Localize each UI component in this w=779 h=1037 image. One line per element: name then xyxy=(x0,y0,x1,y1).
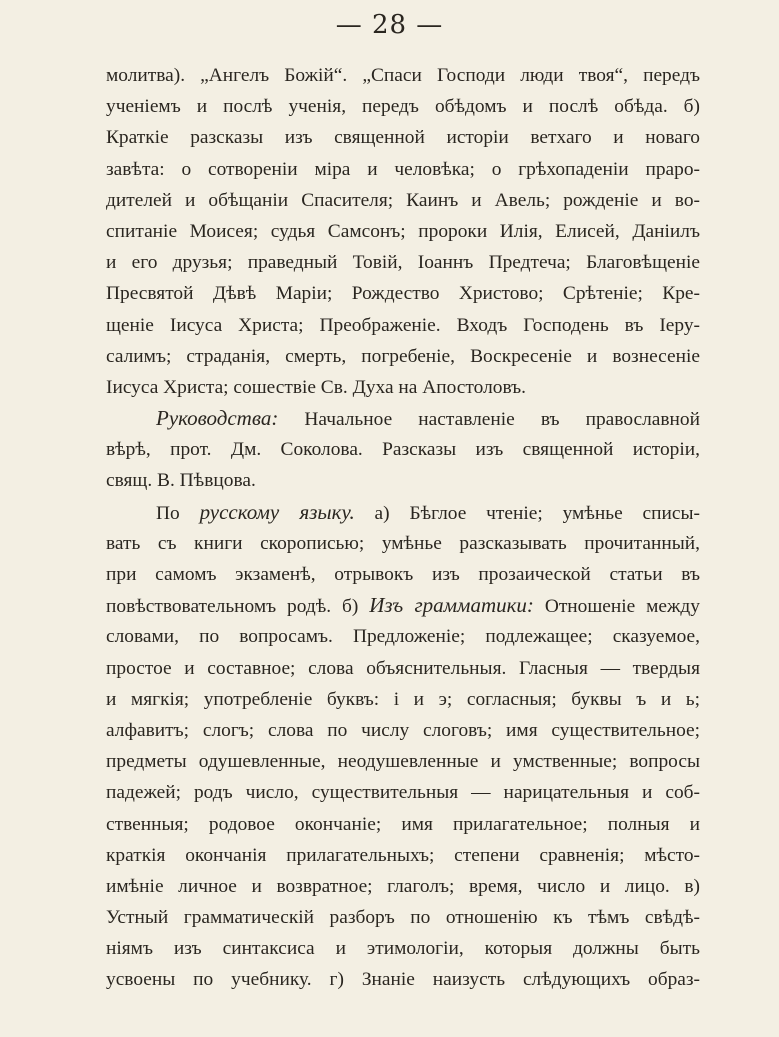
line-prefix: повѣствовательномъ родѣ. б) xyxy=(106,596,370,618)
text-line xyxy=(106,434,700,465)
text-line xyxy=(106,933,700,964)
line-prefix: По xyxy=(156,502,200,524)
italic-heading: Руководства: xyxy=(156,406,279,431)
text-line xyxy=(106,465,700,496)
line-text: щеніе Іисуса Христа; Преображеніе. Входъ Господень въ Іеру- xyxy=(106,314,700,336)
text-line xyxy=(106,840,700,871)
text-line xyxy=(106,372,700,403)
text-line xyxy=(106,964,700,995)
text-line xyxy=(106,216,700,247)
line-text: а) Бѣглое чтеніе; умѣнье списы- xyxy=(354,502,700,524)
text-line xyxy=(106,684,700,715)
line-text: Начальное наставленіе въ православной xyxy=(278,409,700,431)
text-line xyxy=(106,122,700,153)
line-text: салимъ; страданія, смерть, погребеніе, Воскресеніе и вознесеніе xyxy=(106,345,700,367)
line-text: Устный грамматическій разборъ по отношенію къ тѣмъ свѣдѣ- xyxy=(106,907,700,929)
line-text: и мягкія; употребленіе буквъ: і и э; согласныя; буквы ъ и ь; xyxy=(106,688,700,710)
text-line xyxy=(106,590,700,621)
text-line xyxy=(106,341,700,372)
line-text: вать съ книги скорописью; умѣнье разсказывать прочитанный, xyxy=(106,532,700,554)
line-text: завѣта: о сотвореніи міра и человѣка; о грѣхопаденіи праро- xyxy=(106,158,700,180)
line-text: свящ. В. Пѣвцова. xyxy=(106,470,256,492)
page-number: — 28 — xyxy=(335,10,444,40)
text-line xyxy=(106,715,700,746)
line-text: простое и составное; слова объяснительныя. Гласныя — твердыя xyxy=(106,657,700,679)
text-line xyxy=(106,809,700,840)
text-line xyxy=(106,746,700,777)
text-line xyxy=(106,278,700,309)
line-text: при самомъ экзаменѣ, отрывокъ изъ прозаической статьи въ xyxy=(106,564,700,585)
line-text: Іисуса Христа; сошествіе Св. Духа на Апостоловъ. xyxy=(106,376,526,398)
text-line xyxy=(106,902,700,933)
line-text: ніямъ изъ синтаксиса и этимологіи, которыя должны быть xyxy=(106,938,700,960)
line-text: молитва). „Ангелъ Божій“. „Спаси Господи люди твоя“, передъ xyxy=(106,65,700,86)
line-text: вѣрѣ, прот. Дм. Соколова. Разсказы изъ священной исторіи, xyxy=(106,439,700,461)
text-line xyxy=(106,91,700,122)
line-text: ственныя; родовое окончаніе; имя прилагательное; полныя и xyxy=(106,813,700,835)
text-line xyxy=(106,154,700,185)
line-text: предметы одушевленные, неодушевленные и умственные; вопросы xyxy=(106,751,700,773)
text-line xyxy=(106,310,700,341)
line-text: алфавитъ; слогъ; слова по числу слоговъ; имя существительное; xyxy=(106,719,700,741)
line-text: Отношеніе между xyxy=(533,596,700,618)
italic-heading: Изъ грамматики: xyxy=(369,593,534,618)
text-line xyxy=(106,777,700,808)
text-line xyxy=(106,247,700,278)
line-text: краткія окончанія прилагательныхъ; степени сравненія; мѣсто- xyxy=(106,844,700,866)
text-line xyxy=(106,871,700,902)
page-text xyxy=(106,60,700,996)
line-text: словами, по вопросамъ. Предложеніе; подлежащее; сказуемое, xyxy=(106,626,700,648)
text-line xyxy=(106,185,700,216)
line-text: имѣніе личное и возвратное; глаголъ; время, число и лицо. в) xyxy=(106,875,700,897)
line-text: и его друзья; праведный Товій, Іоаннъ Предтеча; Благовѣщеніе xyxy=(106,252,700,274)
line-text: спитаніе Моисея; судья Самсонъ; пророки Илія, Елисей, Даніилъ xyxy=(106,220,700,242)
line-text: ученіемъ и послѣ ученія, передъ обѣдомъ и послѣ обѣда. б) xyxy=(106,96,700,118)
text-line xyxy=(106,497,700,528)
line-text: падежей; родъ число, существительныя — нарицательныя и соб- xyxy=(106,782,700,804)
line-text: дителей и обѣщаніи Спасителя; Каинъ и Авель; рожденіе и во- xyxy=(106,189,700,211)
line-text: Краткіе разсказы изъ священной исторіи ветхаго и новаго xyxy=(106,127,700,149)
text-line xyxy=(106,653,700,684)
text-line xyxy=(106,403,700,434)
text-line xyxy=(106,60,700,91)
italic-heading: русскому языку. xyxy=(199,499,355,524)
text-line xyxy=(106,621,700,652)
text-line xyxy=(106,528,700,559)
line-text: Пресвятой Дѣвѣ Маріи; Рождество Христово; Срѣтеніе; Кре- xyxy=(106,283,700,305)
line-text: усвоены по учебнику. г) Знаніе наизусть слѣдующихъ образ- xyxy=(106,969,700,991)
text-line xyxy=(106,559,700,590)
